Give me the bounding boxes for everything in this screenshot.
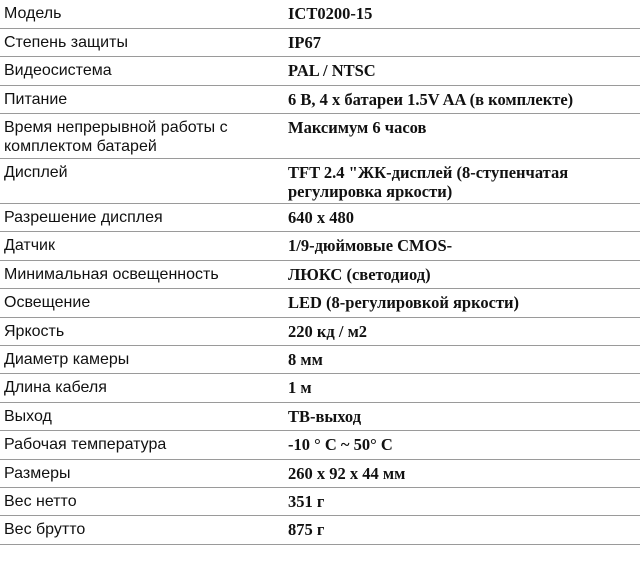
table-row [0, 232, 640, 260]
spec-value: ТВ-выход [281, 402, 640, 430]
spec-label: Размеры [0, 459, 281, 487]
table-row [0, 431, 640, 459]
spec-label: Диаметр камеры [0, 346, 281, 374]
spec-value: TFT 2.4 "ЖК-дисплей (8-ступенчатая регулировка яркости) [281, 159, 640, 204]
spec-value: 6 В, 4 x батареи 1.5V AA (в комплекте) [281, 85, 640, 113]
spec-label: Вес нетто [0, 487, 281, 515]
table-row [0, 289, 640, 317]
table-row [0, 459, 640, 487]
table-row [0, 260, 640, 288]
spec-label: Время непрерывной работы с комплектом батарей [0, 114, 281, 159]
spec-label: Модель [0, 0, 281, 28]
spec-value: 875 г [281, 516, 640, 544]
spec-label: Степень защиты [0, 28, 281, 56]
spec-value: 8 мм [281, 346, 640, 374]
spec-value: 220 кд / м2 [281, 317, 640, 345]
table-row [0, 204, 640, 232]
table-row [0, 516, 640, 544]
spec-value: 1 м [281, 374, 640, 402]
spec-label: Рабочая температура [0, 431, 281, 459]
spec-label: Дисплей [0, 159, 281, 204]
spec-value: IP67 [281, 28, 640, 56]
spec-value: 1/9-дюймовые CMOS- [281, 232, 640, 260]
spec-value: ICT0200-15 [281, 0, 640, 28]
spec-label: Длина кабеля [0, 374, 281, 402]
spec-label: Вес брутто [0, 516, 281, 544]
spec-value: Максимум 6 часов [281, 114, 640, 159]
table-row [0, 317, 640, 345]
spec-value: 351 г [281, 487, 640, 515]
table-row [0, 374, 640, 402]
spec-label: Минимальная освещенность [0, 260, 281, 288]
table-row [0, 346, 640, 374]
table-row [0, 487, 640, 515]
spec-value: LED (8-регулировкой яркости) [281, 289, 640, 317]
spec-value: -10 ° C ~ 50° C [281, 431, 640, 459]
spec-label: Видеосистема [0, 57, 281, 85]
spec-value: PAL / NTSC [281, 57, 640, 85]
spec-value: ЛЮКС (светодиод) [281, 260, 640, 288]
table-row [0, 0, 640, 28]
table-row [0, 85, 640, 113]
table-row [0, 114, 640, 159]
spec-label: Датчик [0, 232, 281, 260]
spec-label: Выход [0, 402, 281, 430]
table-row [0, 57, 640, 85]
spec-label: Питание [0, 85, 281, 113]
spec-value: 640 x 480 [281, 204, 640, 232]
table-row [0, 159, 640, 204]
spec-label: Разрешение дисплея [0, 204, 281, 232]
spec-label: Яркость [0, 317, 281, 345]
table-row [0, 28, 640, 56]
spec-value: 260 x 92 x 44 мм [281, 459, 640, 487]
table-row [0, 402, 640, 430]
spec-label: Освещение [0, 289, 281, 317]
